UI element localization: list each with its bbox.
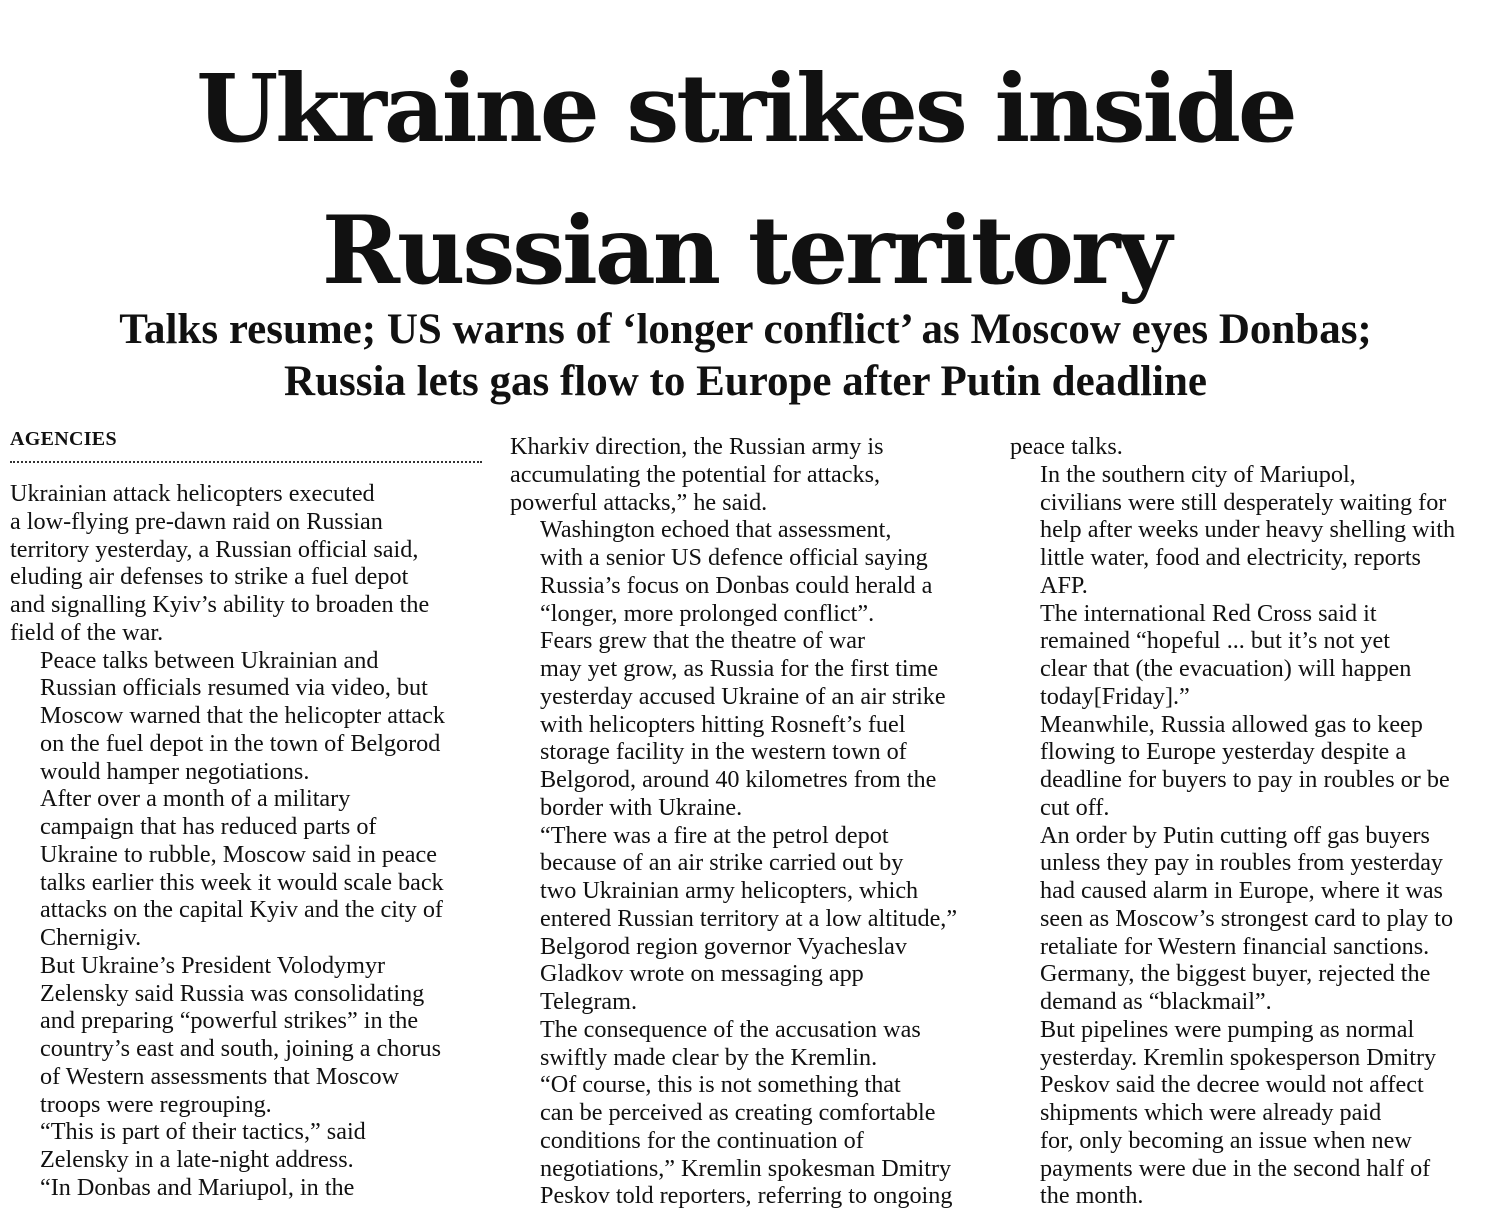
article-line: Belgorod, around 40 kilometres from the bbox=[540, 766, 937, 793]
article-paragraph bbox=[10, 1174, 490, 1202]
article-line: help after weeks under heavy shelling with bbox=[1040, 516, 1456, 544]
article-line: entered Russian territory at a low altitude,” bbox=[540, 904, 958, 932]
article-line: But Ukraine’s President Volodymyr bbox=[40, 951, 386, 979]
article-line: Fears grew that the theatre of war bbox=[540, 627, 866, 655]
article-line: attacks on the capital Kyiv and the city of bbox=[40, 896, 443, 924]
article-paragraph bbox=[10, 1118, 490, 1174]
article-line: remained “hopeful ... but it’s not yet bbox=[1040, 627, 1390, 655]
article-line: Zelensky said Russia was consolidating bbox=[40, 979, 425, 1007]
article-line: Russian officials resumed via video, but bbox=[40, 674, 428, 702]
headline bbox=[0, 38, 1491, 322]
article-line: country’s east and south, joining a chorus bbox=[40, 1035, 442, 1062]
article-line: Washington echoed that assessment, bbox=[540, 516, 892, 544]
article-line: may yet grow, as Russia for the first time bbox=[540, 655, 939, 682]
article-line: field of the war. bbox=[10, 618, 164, 646]
article-line: seen as Moscow’s strongest card to play to bbox=[1040, 904, 1454, 932]
article-line: accumulating the potential for attacks, bbox=[510, 460, 881, 488]
article-line: Ukraine to rubble, Moscow said in peace bbox=[40, 840, 437, 868]
article-paragraph bbox=[510, 433, 990, 516]
article-line: civilians were still desperately waiting for bbox=[1040, 488, 1447, 516]
article-line: negotiations,” Kremlin spokesman Dmitry bbox=[540, 1154, 952, 1182]
article-paragraph bbox=[1010, 461, 1490, 600]
headline-line: Russian territory bbox=[321, 196, 1170, 306]
article-paragraph bbox=[1010, 600, 1490, 711]
article-line: Telegram. bbox=[540, 988, 638, 1015]
article-paragraph bbox=[1010, 822, 1490, 961]
article-column-2 bbox=[510, 433, 990, 1210]
article-line: “This is part of their tactics,” said bbox=[40, 1118, 366, 1146]
article-paragraph bbox=[10, 647, 490, 786]
article-line: with a senior US defence official saying bbox=[540, 544, 928, 571]
article-line: territory yesterday, a Russian official said, bbox=[10, 535, 419, 563]
article-line: cut off. bbox=[1040, 793, 1110, 821]
subheadline bbox=[0, 304, 1491, 408]
article-line: demand as “blackmail”. bbox=[1040, 988, 1272, 1015]
article-paragraph bbox=[10, 952, 490, 1119]
article-line: for, only becoming an issue when new bbox=[1040, 1126, 1412, 1154]
article-line: with helicopters hitting Rosneft’s fuel bbox=[540, 710, 906, 738]
article-line: payments were due in the second half of bbox=[1040, 1154, 1431, 1182]
article-line: the month. bbox=[1040, 1182, 1144, 1210]
byline: AGENCIES bbox=[10, 428, 482, 463]
article-paragraph bbox=[1010, 1016, 1490, 1210]
article-line: today[Friday].” bbox=[1040, 682, 1190, 710]
article-line: clear that (the evacuation) will happen bbox=[1040, 655, 1412, 682]
article-line: and signalling Kyiv’s ability to broaden the bbox=[10, 591, 430, 618]
article-paragraph bbox=[1010, 711, 1490, 822]
article-line: Ukrainian attack helicopters executed bbox=[10, 480, 375, 507]
article-line: Peskov said the decree would not affect bbox=[1040, 1071, 1424, 1099]
article-line: flowing to Europe yesterday despite a bbox=[1040, 738, 1407, 766]
article-line: storage facility in the western town of bbox=[540, 738, 907, 766]
article-line: would hamper negotiations. bbox=[40, 757, 310, 785]
headline-line: Ukraine strikes inside bbox=[196, 54, 1295, 164]
article-line: powerful attacks,” he said. bbox=[510, 488, 768, 516]
article-line: can be perceived as creating comfortable bbox=[540, 1099, 936, 1126]
article-line: a low-flying pre-dawn raid on Russian bbox=[10, 507, 383, 535]
article-paragraph bbox=[510, 627, 990, 821]
article-line: Gladkov wrote on messaging app bbox=[540, 960, 864, 988]
article-line: “In Donbas and Mariupol, in the bbox=[40, 1173, 355, 1201]
article-line: because of an air strike carried out by bbox=[540, 849, 904, 877]
article-line: deadline for buyers to pay in roubles or be bbox=[1040, 766, 1450, 793]
article-line: eluding air defenses to strike a fuel depot bbox=[10, 563, 409, 591]
article-line: two Ukrainian army helicopters, which bbox=[540, 877, 919, 904]
article-paragraph bbox=[510, 1016, 990, 1072]
article-line: Belgorod region governor Vyacheslav bbox=[540, 932, 907, 960]
article-paragraph bbox=[510, 822, 990, 1016]
article-line: unless they pay in roubles from yesterday bbox=[1040, 849, 1444, 877]
article-column-3 bbox=[1010, 433, 1490, 1210]
article-line: conditions for the continuation of bbox=[540, 1126, 864, 1154]
article-line: campaign that has reduced parts of bbox=[40, 813, 377, 840]
article-line: border with Ukraine. bbox=[540, 793, 743, 821]
article-line: Kharkiv direction, the Russian army is bbox=[510, 433, 884, 460]
article-paragraph bbox=[1010, 960, 1490, 1016]
article-line: The international Red Cross said it bbox=[1040, 599, 1377, 627]
article-line: peace talks. bbox=[1010, 433, 1123, 460]
article-line: Russia’s focus on Donbas could herald a bbox=[540, 571, 933, 599]
article-line: Germany, the biggest buyer, rejected the bbox=[1040, 960, 1431, 988]
subheadline-line: Talks resume; US warns of ‘longer conflict’ as Moscow eyes Donbas; bbox=[119, 306, 1372, 353]
article-line: Zelensky in a late-night address. bbox=[40, 1146, 354, 1173]
article-line: troops were regrouping. bbox=[40, 1090, 272, 1118]
article-line: had caused alarm in Europe, where it was bbox=[1040, 877, 1443, 904]
article-line: An order by Putin cutting off gas buyers bbox=[1040, 821, 1430, 849]
article-line: But pipelines were pumping as normal bbox=[1040, 1015, 1415, 1043]
article-line: of Western assessments that Moscow bbox=[40, 1062, 400, 1090]
article-line: “There was a fire at the petrol depot bbox=[540, 821, 889, 849]
article-column-1 bbox=[10, 480, 490, 1202]
article-line: yesterday. Kremlin spokesperson Dmitry bbox=[1040, 1043, 1437, 1071]
article-line: The consequence of the accusation was bbox=[540, 1015, 921, 1043]
article-line: “Of course, this is not something that bbox=[540, 1071, 901, 1099]
article-line: shipments which were already paid bbox=[1040, 1099, 1382, 1126]
article-line: and preparing “powerful strikes” in the bbox=[40, 1007, 419, 1035]
article-line: talks earlier this week it would scale back bbox=[40, 868, 444, 896]
article-paragraph bbox=[1010, 433, 1490, 461]
article-line: Peskov told reporters, referring to ongoing bbox=[540, 1182, 953, 1210]
article-line: In the southern city of Mariupol, bbox=[1040, 460, 1356, 488]
article-line: Chernigiv. bbox=[40, 924, 142, 951]
subheadline-line: Russia lets gas flow to Europe after Putin deadline bbox=[284, 358, 1207, 405]
article-line: After over a month of a military bbox=[40, 785, 351, 813]
article-paragraph bbox=[10, 785, 490, 952]
article-paragraph bbox=[510, 516, 990, 627]
article-paragraph bbox=[510, 1071, 990, 1210]
article-line: “longer, more prolonged conflict”. bbox=[540, 599, 875, 627]
article-paragraph bbox=[10, 480, 490, 647]
article-line: Meanwhile, Russia allowed gas to keep bbox=[1040, 710, 1423, 738]
article-line: yesterday accused Ukraine of an air strike bbox=[540, 682, 946, 710]
article-line: retaliate for Western financial sanctions. bbox=[1040, 932, 1430, 960]
article-line: Moscow warned that the helicopter attack bbox=[40, 702, 445, 729]
article-line: swiftly made clear by the Kremlin. bbox=[540, 1043, 878, 1071]
article-line: Peace talks between Ukrainian and bbox=[40, 646, 379, 674]
article-line: AFP. bbox=[1040, 571, 1088, 599]
article-line: on the fuel depot in the town of Belgorod bbox=[40, 729, 441, 757]
article-line: little water, food and electricity, reports bbox=[1040, 544, 1421, 571]
